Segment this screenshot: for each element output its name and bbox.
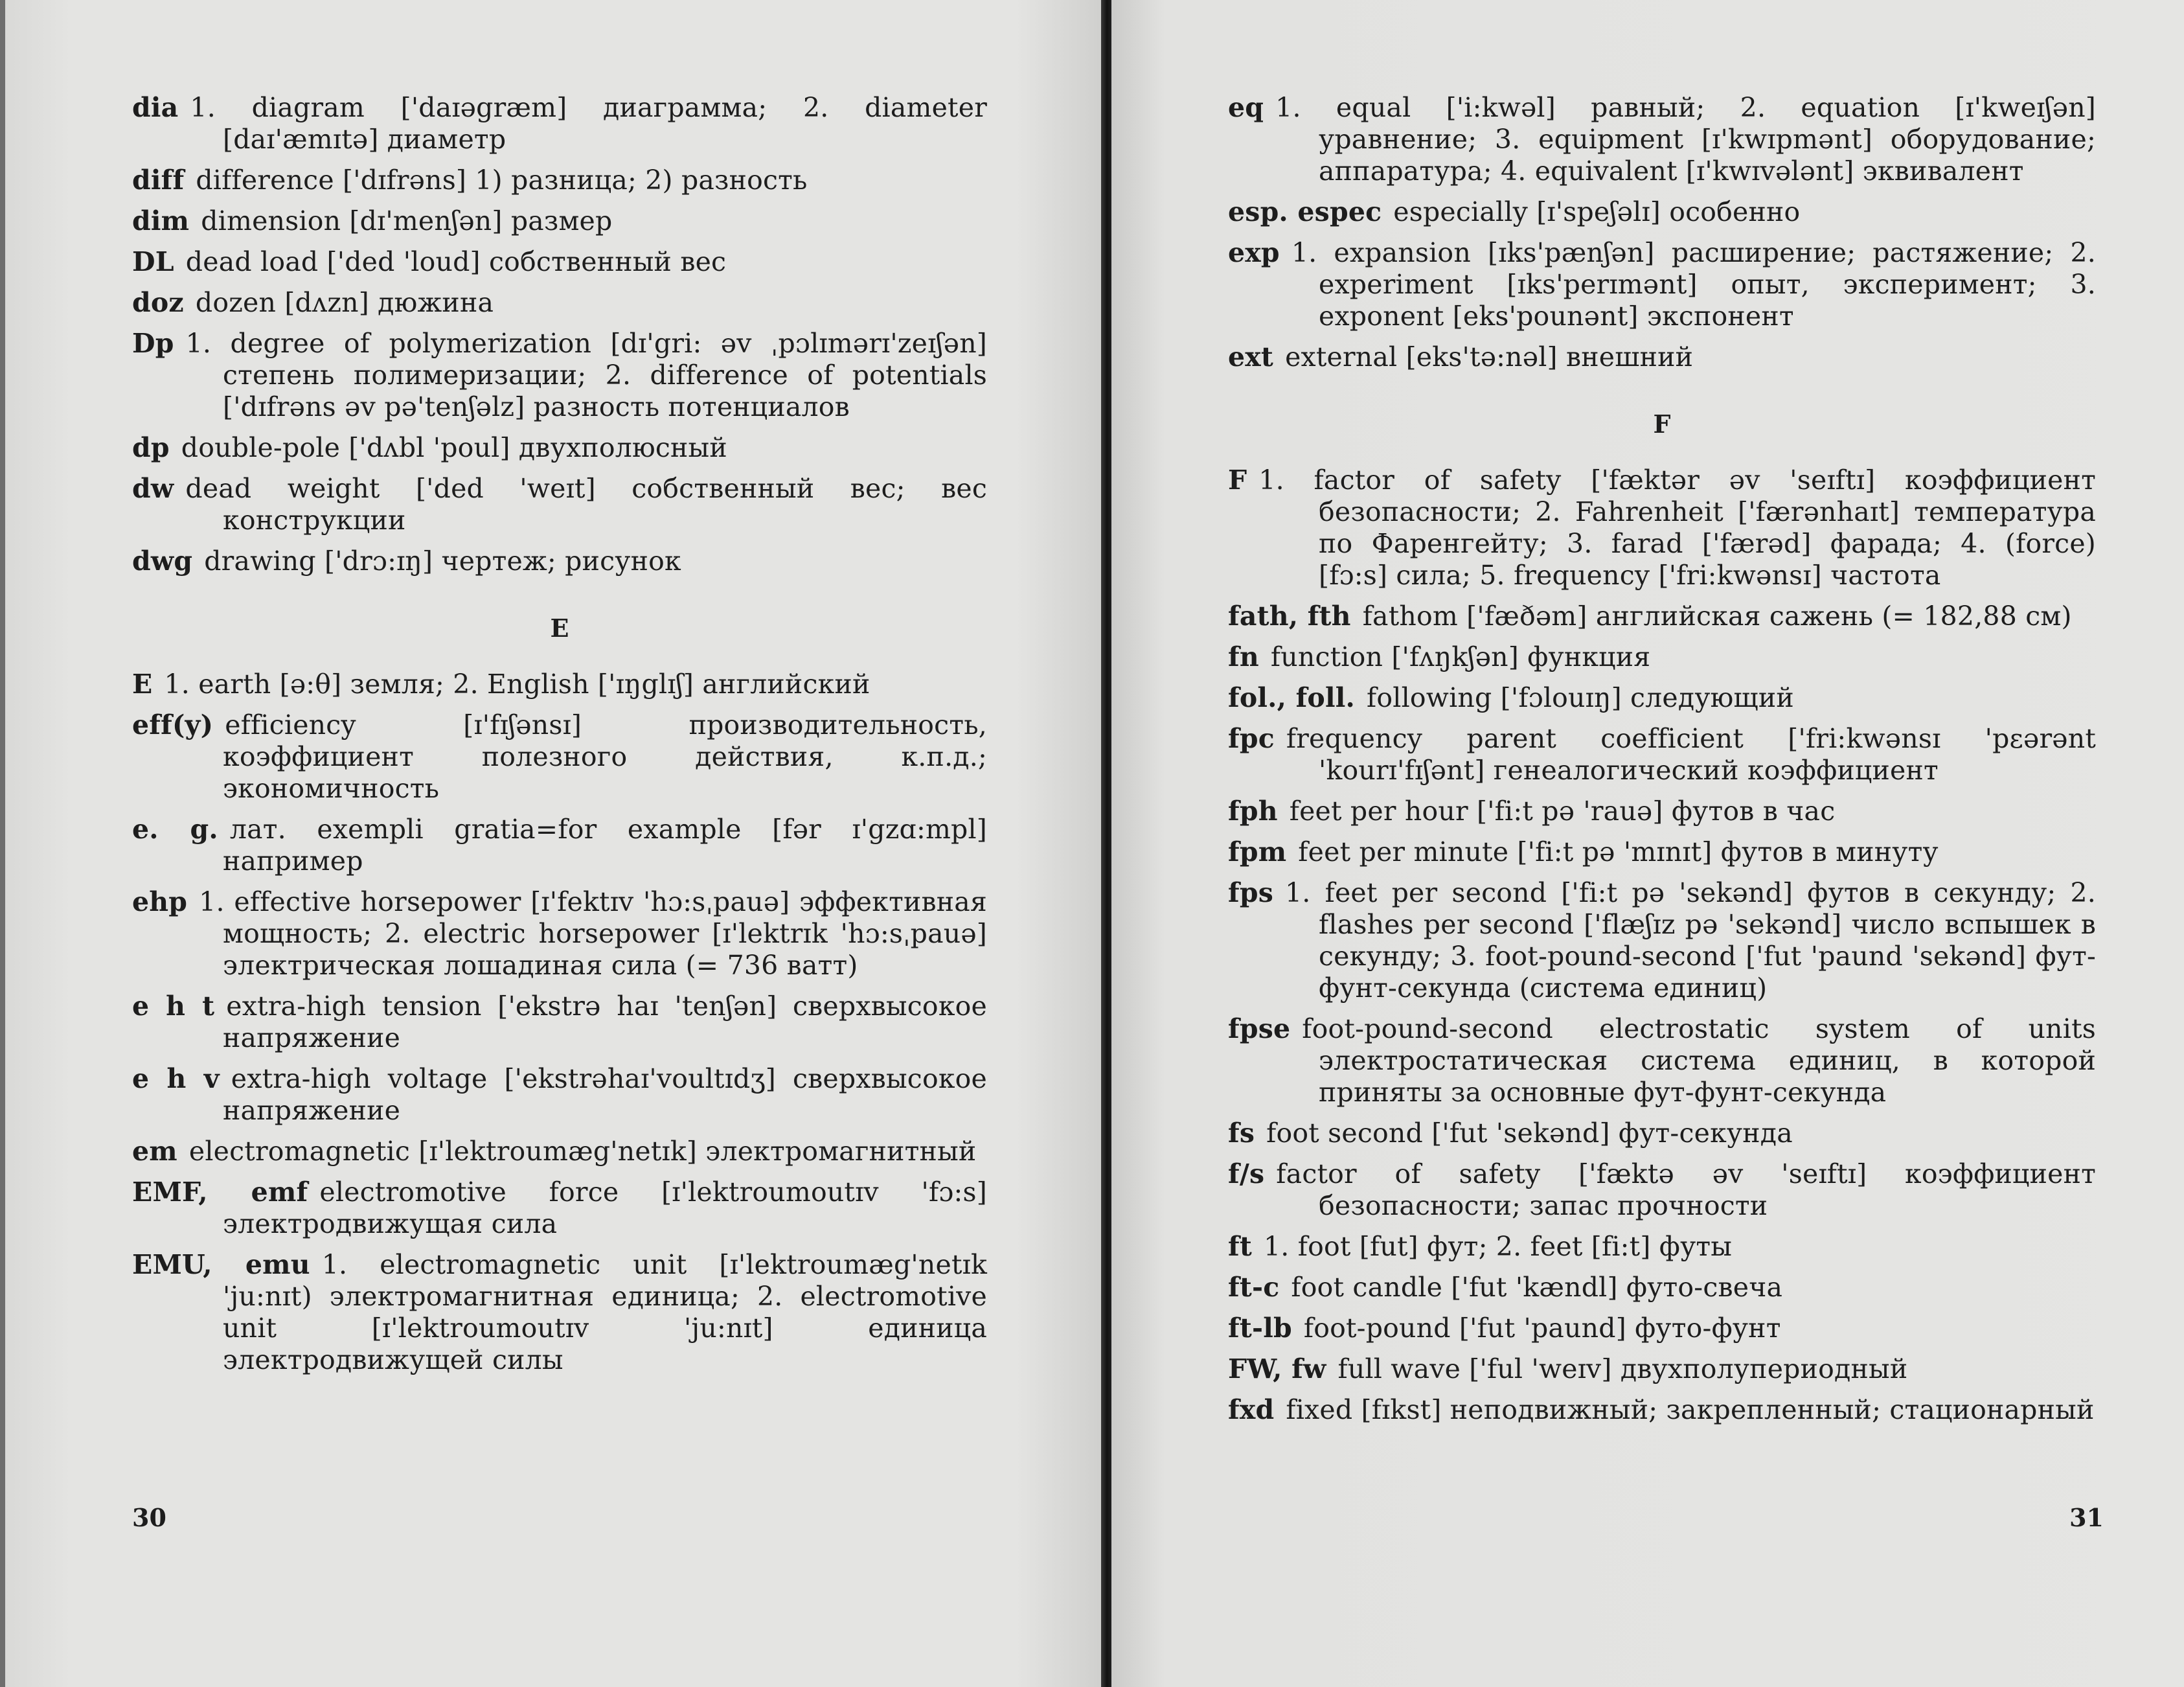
entry-definition: 1. earth [ə:θ] земля; 2. English ['ɪŋglɪʃ] английский — [164, 669, 870, 700]
dictionary-entry — [132, 1249, 987, 1376]
entry-abbreviation: fn — [1228, 641, 1259, 672]
entry-definition: dimension [dɪ'menʃən] размер — [201, 205, 613, 236]
entry-definition: electromagnetic [ɪ'lektroumæg'netɪk] электромагнитный — [188, 1136, 977, 1167]
entry-abbreviation: dia — [132, 92, 179, 123]
entry-abbreviation: FW, fw — [1228, 1353, 1326, 1384]
entry-list — [1228, 465, 2096, 1426]
entry-abbreviation: ft-c — [1228, 1272, 1280, 1303]
entry-abbreviation: fpm — [1228, 836, 1287, 867]
dictionary-entry — [1228, 92, 2096, 187]
entry-abbreviation: fath, fth — [1228, 601, 1351, 632]
dictionary-entry — [132, 991, 987, 1054]
entry-abbreviation: EMF, emf — [132, 1176, 308, 1208]
entry-definition: drawing ['drɔ:ɪŋ] чертеж; рисунок — [204, 545, 681, 577]
entry-definition: extra-high voltage ['ekstrəhaɪ'voultɪdʒ] сверхвысокое напряжение — [223, 1063, 988, 1126]
entry-abbreviation: ft-lb — [1228, 1313, 1292, 1344]
entry-abbreviation: diff — [132, 165, 185, 196]
dictionary-entry — [1228, 1353, 2096, 1385]
entry-abbreviation: fph — [1228, 796, 1278, 827]
dictionary-entry — [132, 205, 987, 237]
entry-abbreviation: fol., foll. — [1228, 682, 1355, 713]
entry-abbreviation: E — [132, 669, 153, 700]
dictionary-entry — [132, 287, 987, 319]
entry-definition: 1. degree of polymerization [dɪ'gri: əv ˌpɔlɪmərɪ'zeɪʃən] степень полимеризации; 2. difference of potentials ['dɪfrəns əv pə'tenʃəlz] разность потенциалов — [185, 328, 987, 422]
entry-abbreviation: eq — [1228, 92, 1264, 123]
entry-abbreviation: dp — [132, 432, 170, 463]
dictionary-entry — [1228, 641, 2096, 673]
entry-abbreviation: eff(y) — [132, 709, 214, 740]
entry-abbreviation: dim — [132, 205, 190, 236]
entry-definition: 1. equal ['i:kwəl] равный; 2. equation [ɪ'kweɪʃən] уравнение; 3. equipment [ɪ'kwɪpmənt] оборудование; аппаратура; 4. equivalent [ɪ'kwɪvələnt] эквивалент — [1275, 92, 2096, 187]
dictionary-entry — [1228, 1272, 2096, 1303]
entry-abbreviation: esp. espec — [1228, 196, 1382, 227]
dictionary-entry — [132, 165, 987, 196]
entry-definition: foot-pound ['fut 'paund] футо-фунт — [1303, 1313, 1781, 1344]
dictionary-entry — [1228, 1231, 2096, 1263]
dictionary-entry — [132, 92, 987, 155]
dictionary-entry — [132, 432, 987, 464]
dictionary-entry — [1228, 1158, 2096, 1222]
dictionary-entry — [1228, 1313, 2096, 1344]
entry-abbreviation: F — [1228, 465, 1247, 496]
entry-definition: 1. diagram ['daɪəgræm] диаграмма; 2. diameter [daɪ'æmɪtə] диаметр — [190, 92, 987, 155]
entry-definition: dozen [dʌzn] дюжина — [195, 287, 494, 318]
dictionary-entry — [1228, 1013, 2096, 1108]
entry-definition: foot-pound-second electrostatic system of units электростатическая система единиц, в которой приняты за основные фут-фунт-секунда — [1302, 1013, 2096, 1108]
entry-definition: double-pole ['dʌbl 'poul] двухполюсный — [181, 432, 727, 463]
entry-abbreviation: em — [132, 1136, 177, 1167]
entry-definition: 1. electromagnetic unit [ɪ'lektroumæg'netɪk 'ju:nɪt) электромагнитная единица; 2. electromotive unit [ɪ'lektroumoutɪv 'ju:nɪt] единица электродвижущей силы — [223, 1249, 987, 1375]
dictionary-entry — [132, 814, 987, 877]
dictionary-entry — [132, 328, 987, 423]
entry-abbreviation: ft — [1228, 1231, 1252, 1262]
entry-abbreviation: dwg — [132, 545, 193, 577]
right-column — [1228, 92, 2096, 1435]
entry-definition: лат. exempli gratia=for example [fər ɪ'gzɑ:mpl] например — [223, 814, 987, 877]
dictionary-entry — [1228, 465, 2096, 591]
dictionary-entry — [1228, 1118, 2096, 1149]
entry-abbreviation: fs — [1228, 1118, 1255, 1149]
entry-abbreviation: fps — [1228, 877, 1273, 908]
entry-definition: feet per minute ['fi:t pə 'mɪnɪt] футов в минуту — [1298, 836, 1939, 867]
entry-definition: 1. factor of safety ['fæktər əv 'seɪftɪ] коэффициент безопасности; 2. Fahrenheit ['færənhaɪt] температура по Фаренгейту; 3. farad ['færəd] фарада; 4. (force) [fɔ:s] сила; 5. frequency ['fri:kwənsɪ] частота — [1258, 465, 2096, 591]
entry-abbreviation: e h v — [132, 1063, 220, 1094]
entry-abbreviation: fpc — [1228, 723, 1275, 754]
entry-definition: especially [ɪ'speʃəlɪ] особенно — [1393, 196, 1801, 227]
dictionary-entry — [1228, 1394, 2096, 1426]
entry-definition: dead load ['ded 'loud] собственный вес — [185, 246, 727, 277]
entry-abbreviation: EMU, emu — [132, 1249, 310, 1280]
page-number: 31 — [2069, 1503, 2104, 1532]
entry-abbreviation: ext — [1228, 341, 1274, 373]
dictionary-entry — [1228, 196, 2096, 228]
left-page — [5, 0, 1104, 1687]
right-page — [1111, 0, 2184, 1687]
dictionary-entry — [132, 709, 987, 805]
entry-abbreviation: ehp — [132, 886, 188, 917]
entry-definition: efficiency [ɪ'fɪʃənsɪ] производительность, коэффициент полезного действия, к.п.д.; экономичность — [223, 709, 987, 804]
entry-definition: fixed [fɪkst] неподвижный; закрепленный; стационарный — [1286, 1394, 2095, 1425]
entry-definition: electromotive force [ɪ'lektroumoutɪv 'fɔ:s] электродвижущая сила — [223, 1176, 987, 1239]
section-letter: F — [1653, 409, 1671, 439]
dictionary-entry — [1228, 237, 2096, 332]
entry-abbreviation: exp — [1228, 237, 1280, 268]
entry-list — [1228, 92, 2096, 373]
entry-definition: factor of safety ['fæktə əv 'seɪftɪ] коэффициент безопасности; запас прочности — [1276, 1158, 2096, 1221]
dictionary-entry — [132, 545, 987, 577]
dictionary-entry — [132, 1176, 987, 1240]
entry-definition: extra-high tension ['ekstrə haɪ 'tenʃən] сверхвысокое напряжение — [223, 991, 987, 1053]
dictionary-entry — [132, 246, 987, 278]
entry-definition: foot candle ['fut 'kændl] футо-свеча — [1291, 1272, 1783, 1303]
dictionary-entry — [1228, 877, 2096, 1004]
left-column — [132, 92, 987, 1385]
section-letter: E — [550, 614, 569, 643]
entry-definition: feet per hour ['fi:t pə 'rauə] футов в час — [1289, 796, 1836, 827]
entry-definition: full wave ['ful 'weɪv] двухполупериодный — [1337, 1353, 1908, 1384]
entry-abbreviation: fxd — [1228, 1394, 1275, 1425]
entry-definition: 1. foot [fut] фут; 2. feet [fi:t] футы — [1263, 1231, 1733, 1262]
entry-abbreviation: fpse — [1228, 1013, 1291, 1044]
entry-definition: 1. effective horsepower [ɪ'fektɪv 'hɔ:sˌpauə] эффективная мощность; 2. electric horsepower [ɪ'lektrɪk 'hɔ:sˌpauə] электрическая лошадиная сила (= 736 ватт) — [199, 886, 987, 981]
dictionary-entry — [1228, 836, 2096, 868]
entry-abbreviation: Dp — [132, 328, 174, 359]
entry-definition: 1. expansion [ɪks'pænʃən] расширение; растяжение; 2. experiment [ɪks'perɪmənt] опыт, эксперимент; 3. exponent [eks'pounənt] экспонент — [1291, 237, 2096, 332]
page-number: 30 — [132, 1503, 166, 1532]
entry-abbreviation: DL — [132, 246, 174, 277]
entry-list — [132, 92, 987, 577]
dictionary-entry — [1228, 601, 2096, 632]
entry-definition: external [eks'tə:nəl] внешний — [1285, 341, 1694, 373]
entry-definition: frequency parent coefficient ['fri:kwənsɪ 'pɛərənt 'kourɪ'fɪʃənt] генеалогический коэффициент — [1286, 723, 2096, 786]
dictionary-entry — [1228, 341, 2096, 373]
entry-abbreviation: e. g. — [132, 814, 218, 845]
dictionary-entry — [132, 669, 987, 700]
dictionary-entry — [1228, 796, 2096, 827]
dictionary-entry — [1228, 723, 2096, 786]
entry-definition: 1. feet per second ['fi:t pə 'sekənd] футов в секунду; 2. flashes per second ['flæʃɪz pə 'sekənd] число вспышек в секунду; 3. foot-pound-second ['fut 'paund 'sekənd] фут-фунт-секунда (система единиц) — [1285, 877, 2096, 1004]
entry-definition: following ['fɔlouɪŋ] следующий — [1367, 682, 1794, 713]
dictionary-entry — [132, 1136, 987, 1167]
entry-abbreviation: f/s — [1228, 1158, 1265, 1189]
entry-abbreviation: dw — [132, 473, 174, 504]
entry-definition: foot second ['fut 'sekənd] фут-секунда — [1266, 1118, 1793, 1149]
entry-definition: difference ['dɪfrəns] 1) разница; 2) разность — [196, 165, 808, 196]
entry-abbreviation: e h t — [132, 991, 215, 1022]
entry-abbreviation: doz — [132, 287, 184, 318]
dictionary-entry — [132, 886, 987, 981]
entry-definition: fathom ['fæðəm] английская сажень (= 182,88 см) — [1362, 601, 2072, 632]
entry-list — [132, 669, 987, 1376]
entry-definition: dead weight ['ded 'weɪt] собственный вес; вес конструкции — [185, 473, 987, 536]
dictionary-entry — [132, 473, 987, 536]
entry-definition: function ['fʌŋkʃən] функция — [1270, 641, 1651, 672]
dictionary-entry — [1228, 682, 2096, 714]
dictionary-entry — [132, 1063, 987, 1127]
